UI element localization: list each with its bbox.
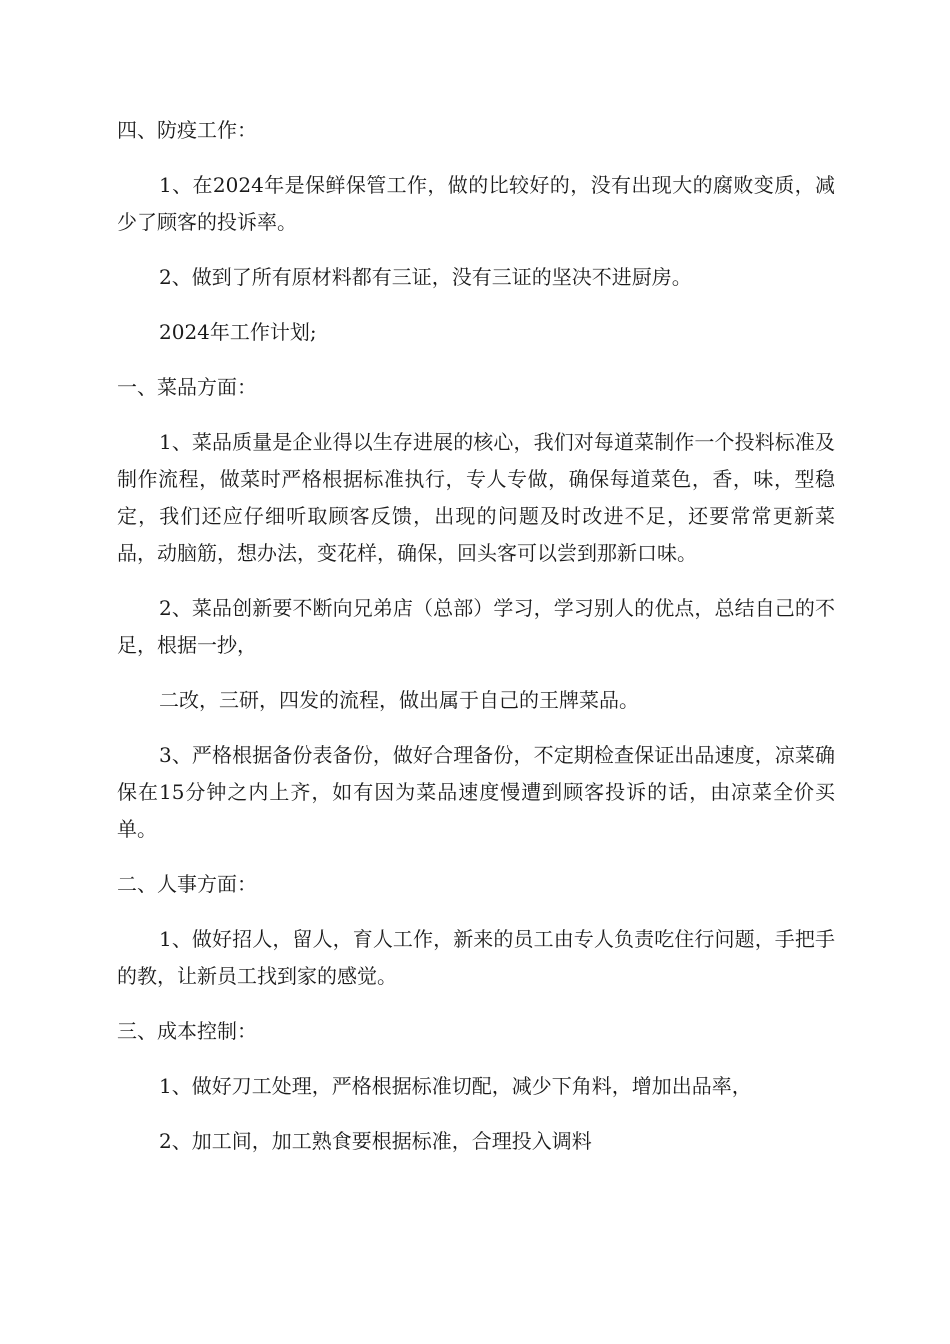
paragraph-three-certificates: 2、做到了所有原材料都有三证，没有三证的坚决不进厨房。 [159, 265, 692, 289]
paragraph-knife-work: 1、做好刀工处理，严格根据标准切配，减少下角料，增加出品率， [159, 1074, 752, 1098]
paragraph-dish-quality: 1、菜品质量是企业得以生存进展的核心，我们对每道菜制作一个投料标准及制作流程，做菜时严格根据标准执行，专人专做，确保每道菜色，香，味，型稳定，我们还应仔细听取顾客反馈，出现的问题及时改进不足，还要常常更新菜品，动脑筋，想办法，变花样，确保，回头客可以尝到那新口味。 [117, 430, 835, 565]
section-heading-epidemic-prevention: 四、防疫工作： [117, 118, 257, 142]
paragraph-preservation: 1、在2024年是保鲜保管工作，做的比较好的，没有出现大的腐败变质，减少了顾客的投诉率。 [117, 173, 835, 234]
paragraph-signature-dishes: 二改，三研，四发的流程，做出属于自己的王牌菜品。 [159, 688, 639, 712]
paragraph-prep-speed: 3、严格根据备份表备份，做好合理备份，不定期检查保证出品速度，凉菜确保在15分钟之内上齐，如有因为菜品速度慢遭到顾客投诉的话，由凉菜全价买单。 [117, 743, 835, 841]
section-heading-cost-control: 三、成本控制： [117, 1019, 257, 1043]
document-body [117, 112, 835, 1178]
paragraph-processing-room: 2、加工间，加工熟食要根据标准，合理投入调料 [159, 1129, 592, 1153]
section-heading-dishes: 一、菜品方面： [117, 375, 257, 399]
section-heading-personnel: 二、人事方面： [117, 872, 257, 896]
work-plan-heading: 2024年工作计划; [159, 320, 317, 344]
paragraph-dish-innovation: 2、菜品创新要不断向兄弟店（总部）学习，学习别人的优点，总结自己的不足，根据一抄， [117, 596, 835, 657]
paragraph-recruitment: 1、做好招人，留人，育人工作，新来的员工由专人负责吃住行问题，手把手的教，让新员工找到家的感觉。 [117, 927, 835, 988]
